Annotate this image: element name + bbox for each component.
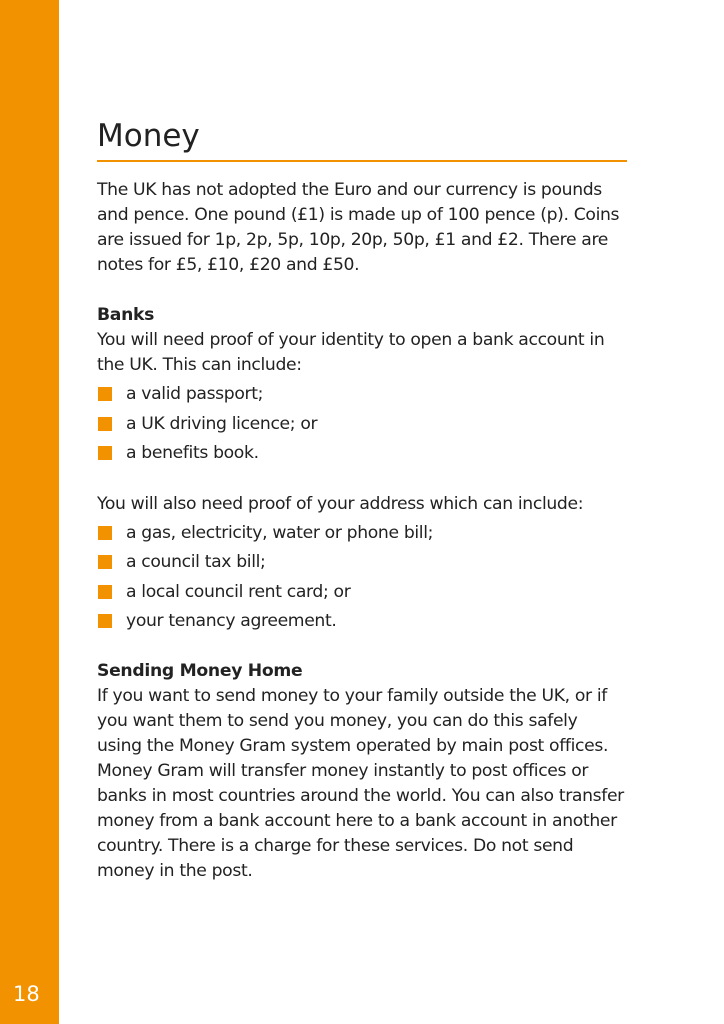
bullet-square-icon: [98, 555, 112, 569]
banks-heading: Banks: [97, 305, 155, 325]
list-item: [97, 609, 627, 634]
banks-section: [97, 303, 627, 634]
page-number: 18: [13, 982, 40, 1006]
list-item-text: a local council rent card; or: [126, 581, 351, 602]
list-item-text: a gas, electricity, water or phone bill;: [126, 522, 434, 543]
side-bar: [0, 0, 59, 1024]
sending-money-paragraph: If you want to send money to your family outside the UK, or if you want them to send you money, you can do this safely using the Money Gram system operated by main post offices. Money Gram will transfer money instantly to post offices or banks in most countries around the world. You can also transfer money from a bank account here to a bank account in another country. There is a charge for these services. Do not send money in the post.: [97, 685, 624, 881]
list-item: [97, 521, 627, 546]
list-item-text: your tenancy agreement.: [126, 611, 337, 631]
list-item-text: a benefits book.: [126, 443, 259, 463]
list-item: [97, 550, 627, 575]
section-gap: [97, 278, 627, 303]
page-content: [97, 112, 627, 884]
list-item-text: a UK driving licence; or: [126, 413, 318, 434]
identity-list: [97, 382, 627, 466]
bullet-square-icon: [98, 526, 112, 540]
bullet-square-icon: [98, 614, 112, 628]
title-divider: [97, 160, 627, 162]
identity-paragraph: You will need proof of your identity to open a bank account in the UK. This can include:: [97, 330, 605, 375]
bullet-square-icon: [98, 446, 112, 460]
sending-money-heading: Sending Money Home: [97, 660, 303, 681]
list-item: [97, 412, 627, 437]
sending-money-section: [97, 659, 627, 884]
address-paragraph: You will also need proof of your address which can include:: [97, 493, 584, 514]
list-item: [97, 382, 627, 407]
address-list: [97, 521, 627, 635]
bullet-square-icon: [98, 585, 112, 599]
list-item-text: a council tax bill;: [126, 552, 266, 572]
bullet-square-icon: [98, 387, 112, 401]
section-gap: [97, 639, 627, 659]
list-item-text: a valid passport;: [126, 384, 264, 404]
bullet-square-icon: [98, 417, 112, 431]
section-gap: [97, 471, 627, 492]
intro-paragraph: The UK has not adopted the Euro and our currency is pounds and pence. One pound (£1) is made up of 100 pence (p). Coins are issued for 1p, 2p, 5p, 10p, 20p, 50p, £1 and £2. There are notes for £5, £10, £20 and £50.: [97, 180, 620, 275]
list-item: [97, 441, 627, 466]
page-title: Money: [97, 118, 200, 154]
list-item: [97, 580, 627, 605]
